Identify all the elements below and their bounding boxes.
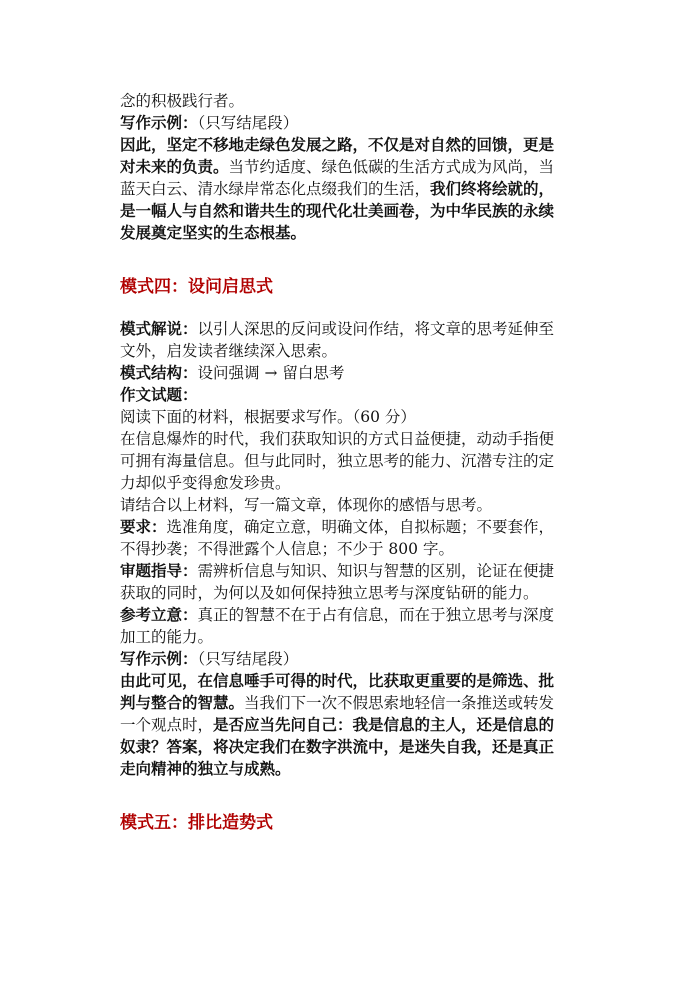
body-text: 设问强调 → 留白思考 (197, 364, 345, 382)
bold-text: 作文试题： (120, 385, 198, 404)
body-text: 不得抄袭；不得泄露个人信息；不少于 800 字。 (120, 540, 454, 558)
text-line (120, 406, 576, 428)
body-text: 选准角度，确定立意，明确文体，自拟标题；不要套作， (166, 518, 555, 536)
text-line (120, 714, 576, 736)
bold-text: 由此可见，在信息唾手可得的时代，比获取更重要的是筛选、批 (120, 671, 555, 690)
text-line (120, 560, 576, 582)
body-text: 当节约适度、绿色低碳的生活方式成为风尚，当 (228, 158, 555, 176)
mode3-ending-block (120, 90, 576, 244)
text-line (120, 472, 576, 494)
text-line (120, 582, 576, 604)
text-line (120, 112, 576, 134)
text-line (120, 758, 576, 780)
bold-text: 是一幅人与自然和谐共生的现代化壮美画卷，为中华民族的永续 (120, 201, 555, 220)
bold-text: 对未来的负责。 (120, 157, 229, 176)
bold-text: 因此，坚定不移地走绿色发展之路，不仅是对自然的回馈，更是 (120, 135, 555, 154)
bold-text: 审题指导： (120, 561, 198, 580)
bold-text: 写作示例： (120, 113, 198, 132)
body-text: 真正的智慧不在于占有信息，而在于独立思考与深度 (197, 606, 555, 624)
body-text: 念的积极践行者。 (120, 92, 245, 110)
text-line (120, 604, 576, 626)
body-text: 请结合以上材料，写一篇文章，体现你的感悟与思考。 (120, 496, 493, 514)
text-line (120, 428, 576, 450)
bold-text: 要求： (120, 517, 167, 536)
bold-text: 奴隶？答案，将决定我们在数字洪流中，是迷失自我，还是真正 (120, 737, 555, 756)
text-line (120, 516, 576, 538)
body-text: 阅读下面的材料，根据要求写作。（60 分） (120, 408, 416, 426)
spacer (120, 298, 576, 318)
text-line (120, 648, 576, 670)
body-text: 可拥有海量信息。但与此同时，独立思考的能力、沉潜专注的定 (120, 452, 555, 470)
bold-text: 发展奠定坚实的生态根基。 (120, 223, 307, 242)
text-line (120, 200, 576, 222)
bold-text: 我们终将绘就的， (430, 179, 555, 198)
body-text: 一个观点时， (120, 716, 214, 734)
text-line (120, 670, 576, 692)
section-heading-mode4: 模式四：设问启思式 (120, 277, 273, 297)
text-line (120, 134, 576, 156)
text-line (120, 736, 576, 758)
text-line (120, 318, 576, 340)
section-heading-mode5: 模式五：排比造势式 (120, 813, 273, 833)
body-text: 加工的能力。 (120, 628, 214, 646)
text-line (120, 362, 576, 384)
body-text: 蓝天白云、清水绿岸常态化点缀我们的生活， (120, 180, 431, 198)
body-text: 力却似乎变得愈发珍贵。 (120, 474, 291, 492)
spacer (120, 244, 576, 276)
text-line (120, 692, 576, 714)
mode4-section-body (120, 318, 576, 780)
body-text: （只写结尾段） (197, 114, 299, 132)
spacer (120, 780, 576, 812)
body-text: （只写结尾段） (197, 650, 299, 668)
text-line (120, 156, 576, 178)
text-line (120, 90, 576, 112)
text-line (120, 340, 576, 362)
bold-text: 参考立意： (120, 605, 198, 624)
document-page (120, 90, 576, 834)
text-line (120, 494, 576, 516)
body-text: 以引人深思的反问或设问作结，将文章的思考延伸至 (197, 320, 555, 338)
text-line (120, 450, 576, 472)
body-text: 当我们下一次不假思索地轻信一条推送或转发 (244, 694, 555, 712)
text-line (120, 384, 576, 406)
bold-text: 是否应当先问自己：我是信息的主人，还是信息的 (213, 715, 555, 734)
bold-text: 写作示例： (120, 649, 198, 668)
bold-text: 模式解说： (120, 319, 198, 338)
text-line (120, 626, 576, 648)
bold-text: 判与整合的智慧。 (120, 693, 245, 712)
text-line (120, 178, 576, 200)
body-text: 文外，启发读者继续深入思索。 (120, 342, 338, 360)
body-text: 获取的同时，为何以及如何保持独立思考与深度钻研的能力。 (120, 584, 539, 602)
text-line (120, 222, 576, 244)
body-text: 在信息爆炸的时代，我们获取知识的方式日益便捷，动动手指便 (120, 430, 555, 448)
bold-text: 走向精神的独立与成熟。 (120, 759, 291, 778)
text-line (120, 538, 576, 560)
bold-text: 模式结构： (120, 363, 198, 382)
body-text: 需辨析信息与知识、知识与智慧的区别，论证在便捷 (197, 562, 555, 580)
